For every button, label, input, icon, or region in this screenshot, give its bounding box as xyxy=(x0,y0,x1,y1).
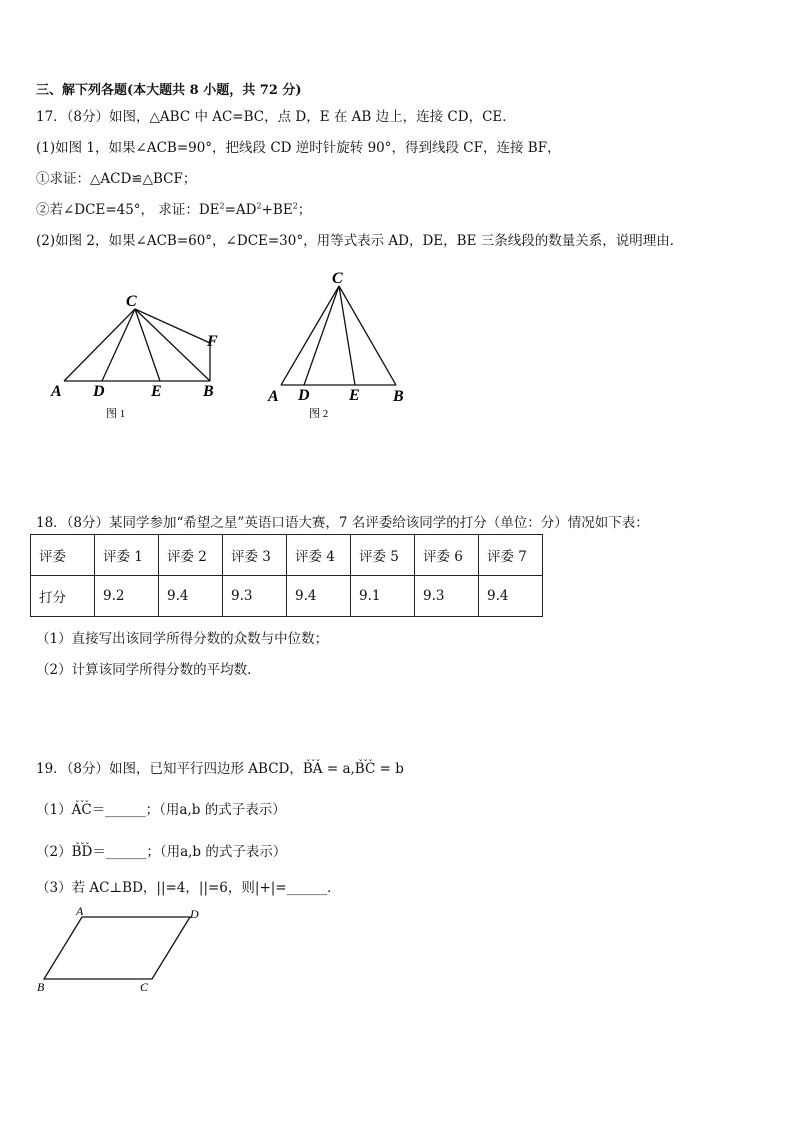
q19-eq2: = b xyxy=(375,761,404,777)
table-cell: 9.2 xyxy=(95,576,159,617)
q19-part2-label: （2） xyxy=(36,844,72,860)
vector-bc xyxy=(354,755,376,777)
fig2-label-a: A xyxy=(268,388,279,405)
q17-sub2-end: +BE xyxy=(261,202,293,218)
table-cell: 评委 5 xyxy=(351,535,415,576)
q17-sub1: ①求证：△ACD≌△BCF； xyxy=(36,171,197,187)
fig2-caption: 图 2 xyxy=(309,408,329,420)
table-cell: 评委 3 xyxy=(223,535,287,576)
vector-ac-label: AC xyxy=(71,802,92,818)
q18-part2: （2）计算该同学所得分数的平均数. xyxy=(36,662,252,678)
q17-sup-b: 2 xyxy=(256,201,262,211)
vector-bd-label: BD xyxy=(71,844,93,860)
fig1-label-b: B xyxy=(203,383,214,400)
q17-intro: 17．（8分）如图，△ABC 中 AC=BC，点 D，E 在 AB 边上，连接 CD，CE． xyxy=(36,109,516,125)
vector-ba-label: BA xyxy=(302,761,323,777)
fig1-label-a: A xyxy=(51,383,62,400)
table-cell: 9.4 xyxy=(159,576,223,617)
table-cell: 评委 2 xyxy=(159,535,223,576)
score-table xyxy=(30,534,543,617)
q17-sub2-tail: ； xyxy=(297,202,312,218)
q18-part1: （1）直接写出该同学所得分数的众数与中位数； xyxy=(36,631,329,647)
q18-intro: 18．（8分）某同学参加“希望之星”英语口语大赛，7 名评委给该同学的打分（单位：分）情况如下表： xyxy=(36,515,649,531)
fig1-label-c: C xyxy=(126,293,137,310)
para-label-c: C xyxy=(140,980,149,994)
figure-1 xyxy=(40,285,240,425)
section-title: 三、解下列各题(本大题共 8 小题，共 72 分) xyxy=(36,83,302,98)
q19-part3: （3）若 AC⊥BD，||=4，||=6，则|+|=______． xyxy=(36,880,341,896)
vector-arrow-icon: ⌄⌄⌄ xyxy=(74,796,89,804)
q19-part1 xyxy=(36,798,286,818)
vector-ac xyxy=(71,796,92,818)
table-cell: 9.3 xyxy=(415,576,479,617)
fig2-label-b: B xyxy=(393,388,404,405)
q17-sub2 xyxy=(36,198,311,218)
q19-part2-rest: ＝______；（用a,b 的式子表示） xyxy=(92,844,287,860)
table-cell: 评委 4 xyxy=(287,535,351,576)
fig1-label-e: E xyxy=(151,383,162,400)
table-cell: 评委 7 xyxy=(479,535,543,576)
vector-arrow-icon: ⌄⌄⌄ xyxy=(357,755,373,763)
q19-part2 xyxy=(36,840,286,860)
parallelogram-figure xyxy=(30,903,220,1003)
para-label-a: A xyxy=(76,904,84,918)
q19-intro-text: 19．（8分）如图，已知平行四边形 ABCD， xyxy=(36,761,303,777)
table-cell: 9.1 xyxy=(351,576,415,617)
vector-arrow-icon: ⌄⌄⌄ xyxy=(74,838,90,846)
vector-ba xyxy=(302,755,323,777)
q19-part1-rest: ＝______；（用a,b 的式子表示） xyxy=(91,802,286,818)
vector-bc-label: BC xyxy=(354,761,376,777)
table-row xyxy=(31,535,543,576)
table-cell: 打分 xyxy=(31,576,95,617)
fig2-label-c: C xyxy=(332,270,343,287)
para-label-b: B xyxy=(37,980,45,994)
table-cell: 评委 6 xyxy=(415,535,479,576)
para-label-d: D xyxy=(190,907,199,921)
vector-bd xyxy=(71,838,93,860)
vector-arrow-icon: ⌄⌄⌄ xyxy=(305,755,321,763)
q17-part1: (1)如图 1，如果∠ACB=90°，把线段 CD 逆时针旋转 90°，得到线段 CF，连接 BF， xyxy=(36,140,561,156)
q19-part1-label: （1） xyxy=(36,802,72,818)
q17-sub2-mid: =AD xyxy=(224,202,257,218)
table-row xyxy=(31,576,543,617)
table-cell: 评委 1 xyxy=(95,535,159,576)
q17-sup-a: 2 xyxy=(219,201,225,211)
table-cell: 9.3 xyxy=(223,576,287,617)
fig1-label-d: D xyxy=(93,383,105,400)
fig2-label-e: E xyxy=(349,387,360,404)
fig2-label-d: D xyxy=(298,387,310,404)
figure-2 xyxy=(262,266,422,426)
fig1-label-f: F xyxy=(207,333,218,350)
table-cell: 9.4 xyxy=(287,576,351,617)
q17-sub2-pre: ②若∠DCE=45°， 求证：DE xyxy=(36,202,220,218)
q17-part2: (2)如图 2，如果∠ACB=60°，∠DCE=30°，用等式表示 AD，DE，BE 三条线段的数量关系，说明理由． xyxy=(36,233,684,249)
fig1-caption: 图 1 xyxy=(106,408,126,420)
q19-intro xyxy=(36,757,404,777)
table-cell: 9.4 xyxy=(479,576,543,617)
q19-eq1: = a, xyxy=(322,761,355,777)
table-cell: 评委 xyxy=(31,535,95,576)
q17-sup-c: 2 xyxy=(292,201,298,211)
